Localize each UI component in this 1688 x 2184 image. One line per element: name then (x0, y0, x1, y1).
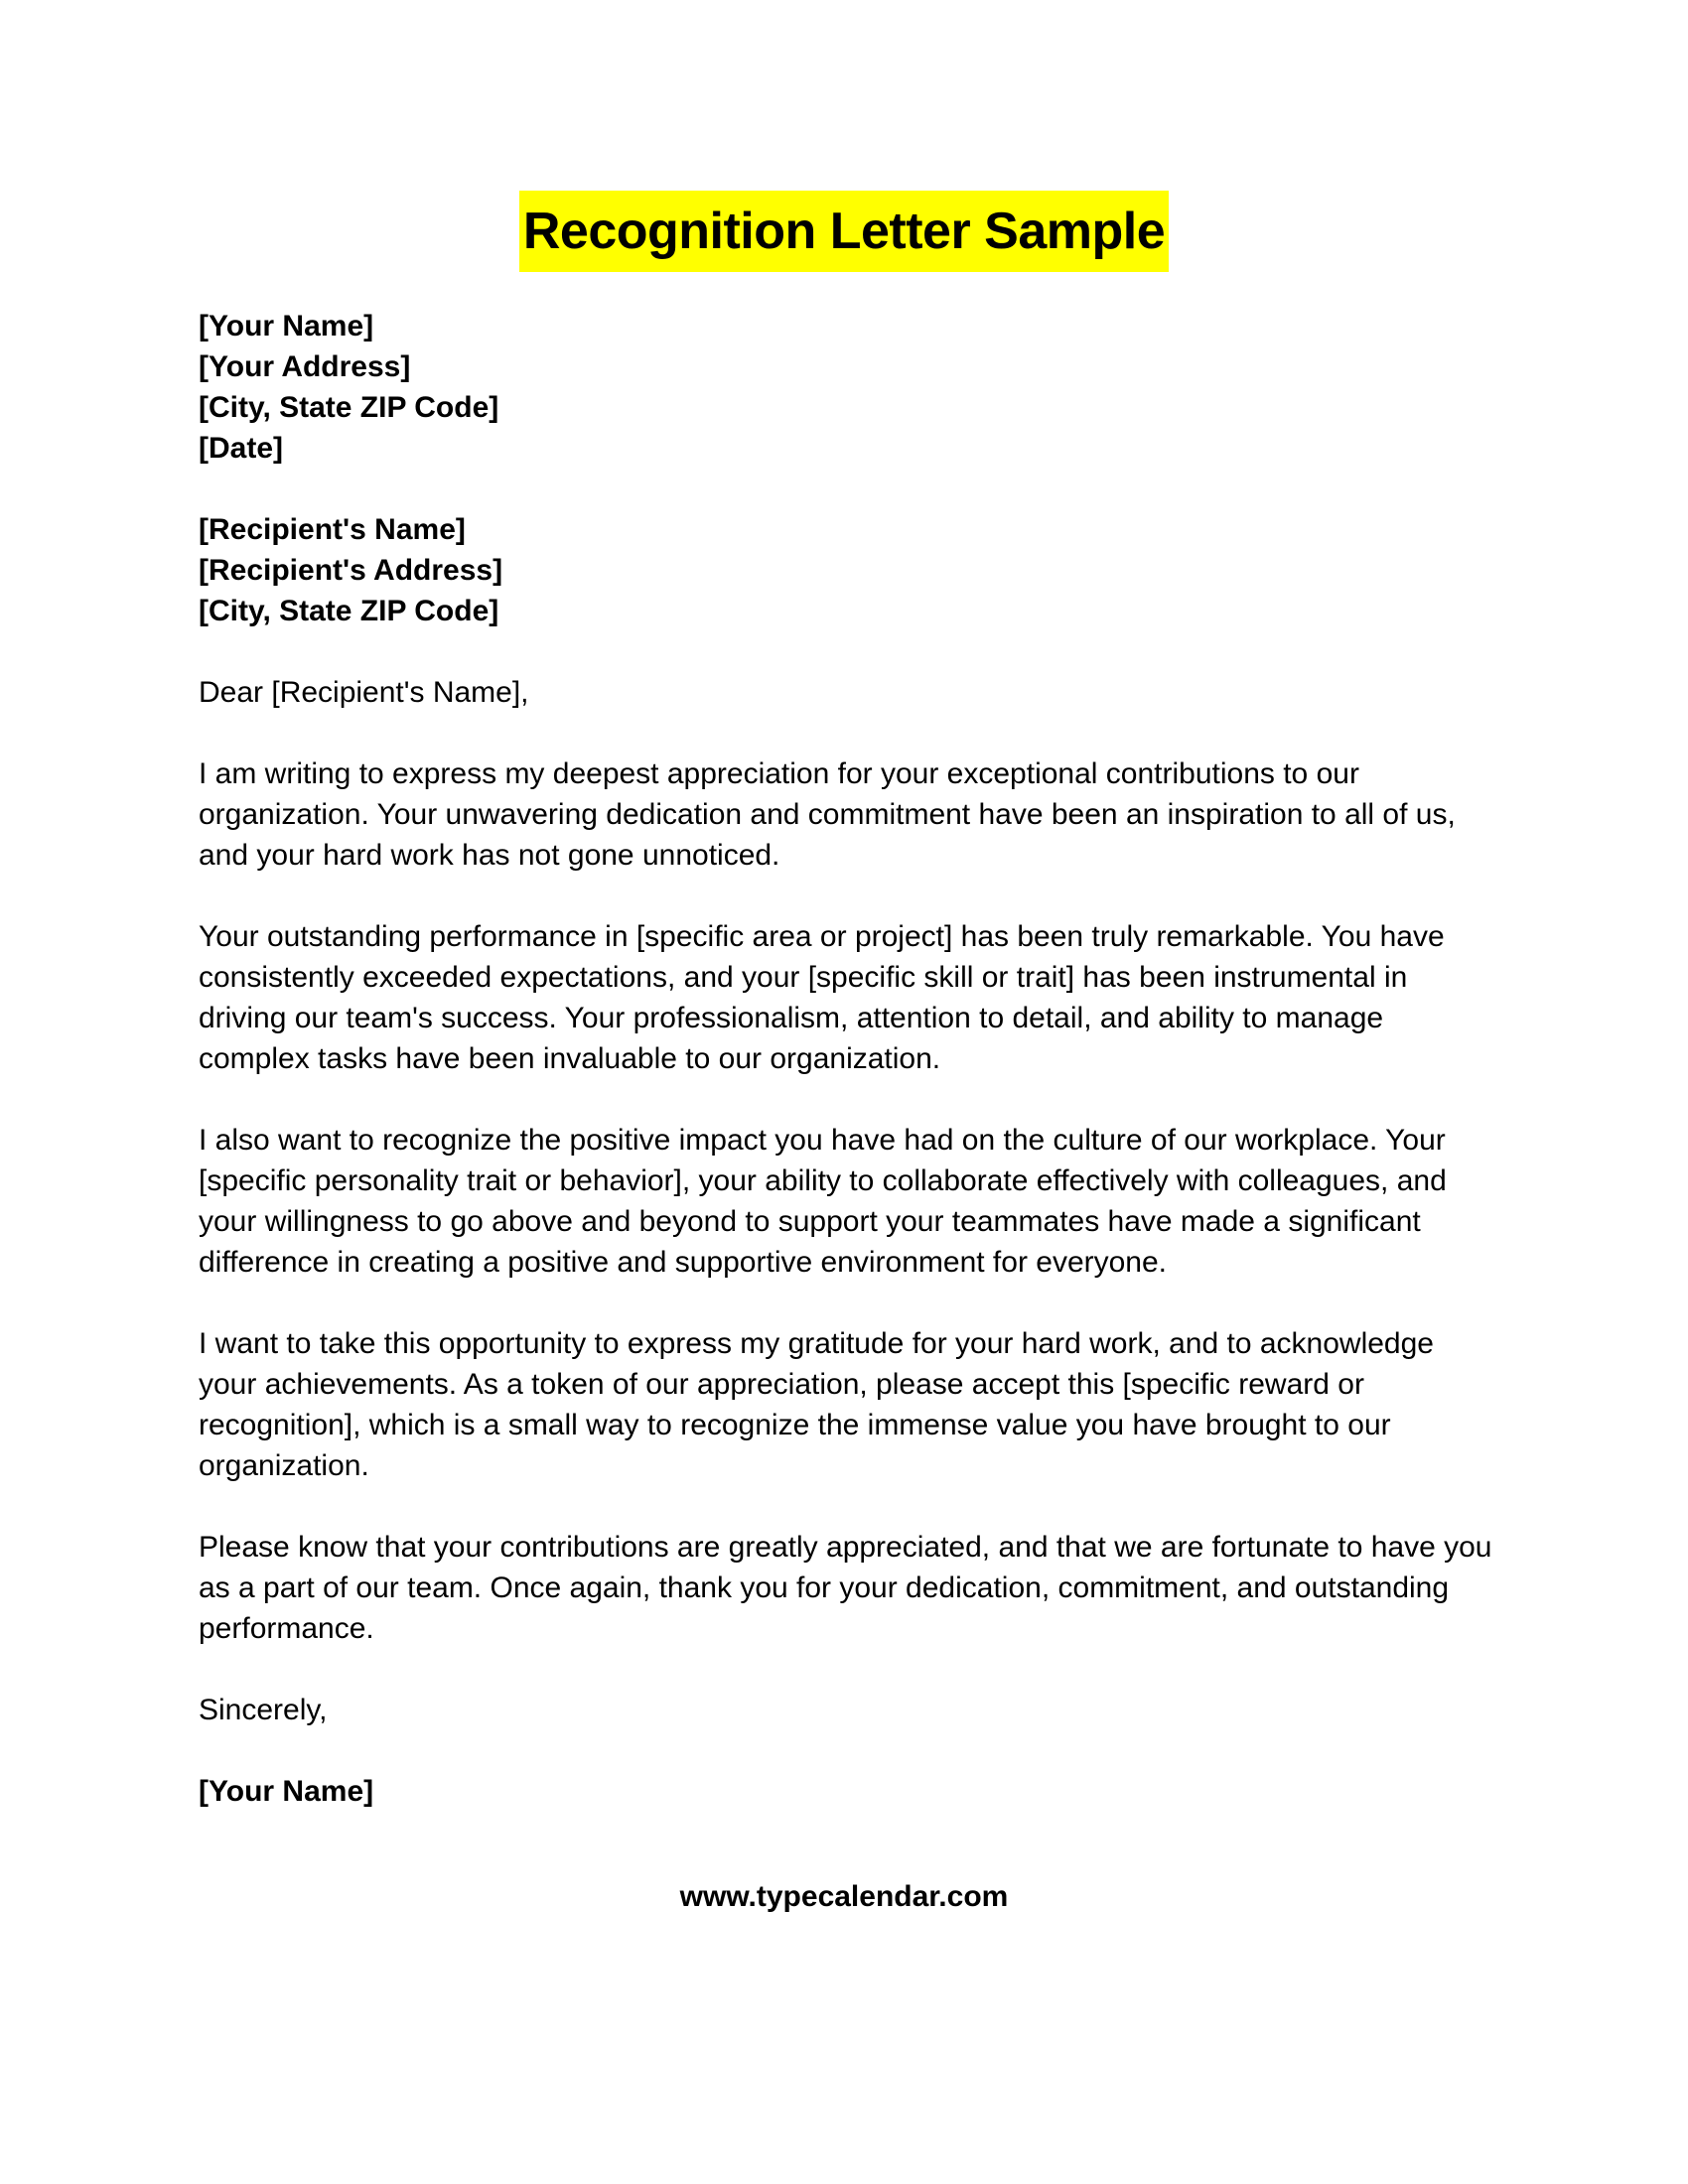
footer-website[interactable]: www.typecalendar.com (679, 1880, 1009, 1913)
recipient-address: [Recipient's Address] (199, 554, 503, 587)
body-paragraph-4: I want to take this opportunity to express my gratitude for your hard work, and to acknowledge your achievements. As a token of our appreciation, please accept this [specific reward or recognition], which is a small way to recognize the immense value you have brought to our organization. (199, 1327, 1434, 1482)
recipient-name: [Recipient's Name] (199, 513, 466, 546)
recipient-address-block (199, 509, 1499, 631)
sender-address: [Your Address] (199, 350, 411, 383)
letter-date: [Date] (199, 432, 284, 465)
letter-body (199, 306, 1499, 1812)
salutation: Dear [Recipient's Name], (199, 676, 529, 709)
page-title: Recognition Letter Sample (519, 191, 1169, 272)
body-paragraph-5: Please know that your contributions are greatly appreciated, and that we are fortunate to have you as a part of our team. Once again, thank you for your dedication, commitment, and outstanding performance. (199, 1531, 1492, 1645)
body-paragraph-3: I also want to recognize the positive impact you have had on the culture of our workplace. Your [specific personality trait or behavior], your ability to collaborate effectively with colleagues, and your willingness to go above and beyond to support your teammates have made a significant difference in creating a positive and supportive environment for everyone. (199, 1124, 1447, 1279)
sender-address-block (199, 306, 1499, 469)
recipient-city-state-zip: [City, State ZIP Code] (199, 595, 499, 627)
signature-name: [Your Name] (199, 1775, 374, 1808)
body-paragraph-1: I am writing to express my deepest appreciation for your exceptional contributions to our organization. Your unwavering dedication and commitment have been an inspiration to all of us, and your hard work has not gone unnoticed. (199, 757, 1456, 872)
sender-name: [Your Name] (199, 310, 374, 342)
closing: Sincerely, (199, 1694, 328, 1726)
body-paragraph-2: Your outstanding performance in [specific area or project] has been truly remarkable. You have consistently exceeded expectations, and your [specific skill or trait] has been instrumental in driving our team's success. Your professionalism, attention to detail, and ability to manage complex tasks have been invaluable to our organization. (199, 920, 1445, 1075)
sender-city-state-zip: [City, State ZIP Code] (199, 391, 499, 424)
title-container (0, 191, 1688, 272)
